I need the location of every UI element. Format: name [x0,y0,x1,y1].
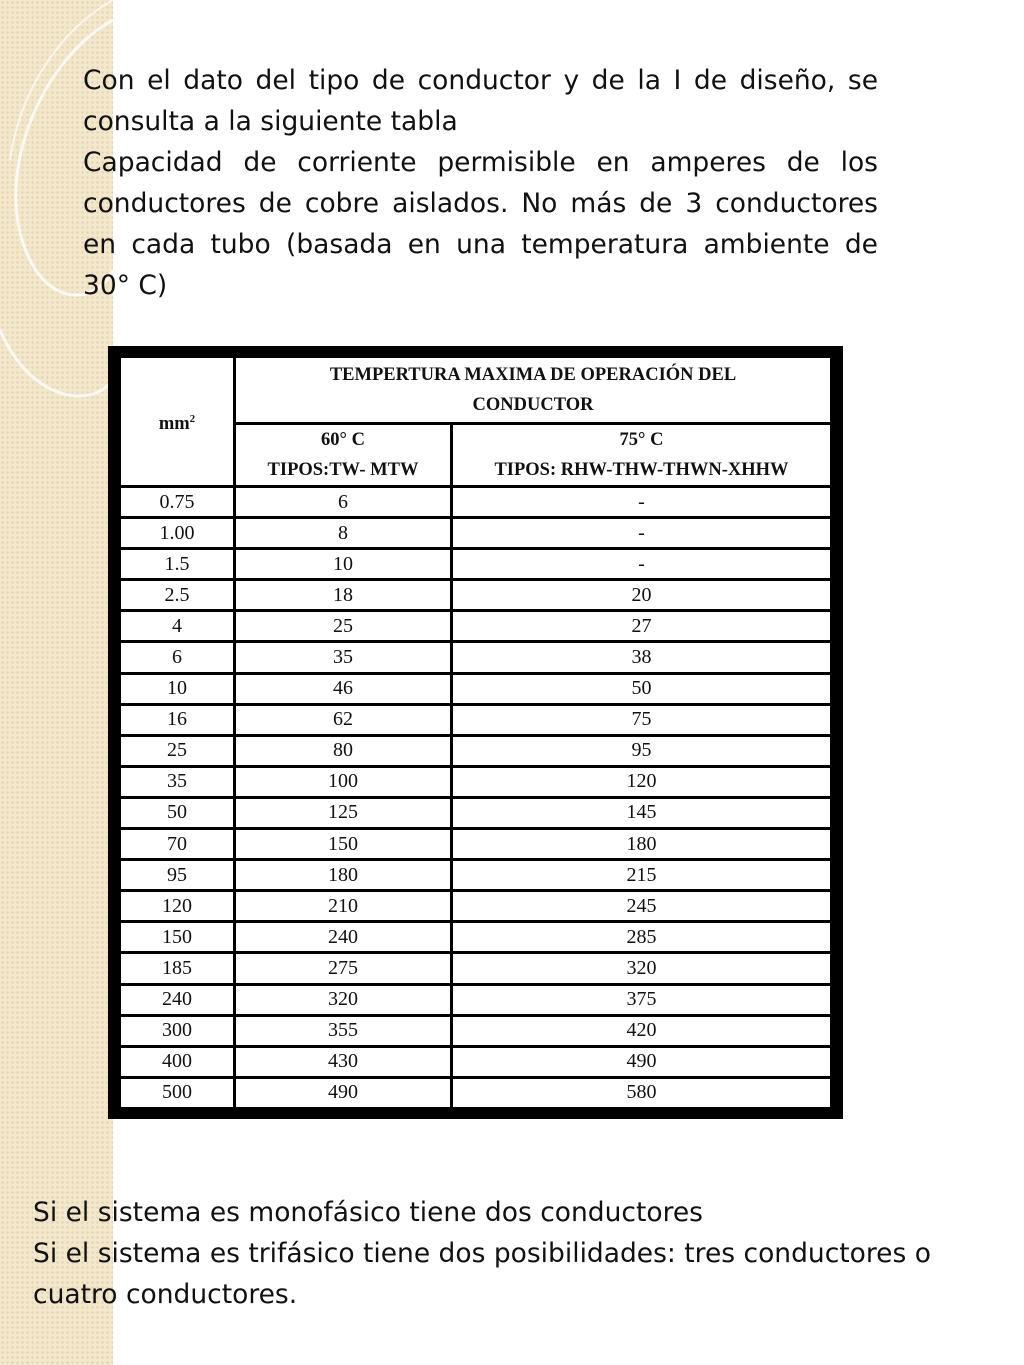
cell-size: 120 [120,891,235,922]
table-row [120,953,832,984]
table-body [120,487,832,1109]
cell-75c: - [452,549,832,580]
cell-60c: 25 [235,611,452,642]
group-header: TEMPERTURA MAXIMA DE OPERACIÓN DEL CONDUCTOR [235,357,832,424]
cell-75c: 38 [452,642,832,673]
intro-line-2: Capacidad de corriente permisible en amperes de los conductores de cobre aislados. No más de 3 conductores en cada tubo (basada en una temperatura ambiente de 30° C) [83,147,878,301]
cell-60c: 100 [235,766,452,797]
cell-75c: 145 [452,797,832,828]
cell-size: 300 [120,1015,235,1046]
cell-size: 6 [120,642,235,673]
cell-60c: 320 [235,984,452,1015]
cell-size: 400 [120,1046,235,1077]
cell-75c: 580 [452,1077,832,1108]
table-row [120,735,832,766]
cell-60c: 210 [235,891,452,922]
table-row [120,487,832,518]
footer-text [33,1192,993,1315]
cell-size: 35 [120,766,235,797]
table-row [120,549,832,580]
cell-75c: 50 [452,673,832,704]
cell-75c: 245 [452,891,832,922]
footer-line-1: Si el sistema es monofásico tiene dos conductores [33,1197,703,1228]
cell-75c: 20 [452,580,832,611]
table-row [120,704,832,735]
cell-size: 0.75 [120,487,235,518]
cell-60c: 46 [235,673,452,704]
cell-75c: - [452,487,832,518]
unit-header: $mm^2$ [120,357,235,487]
table-row [120,922,832,953]
cell-75c: 75 [452,704,832,735]
table-row [120,611,832,642]
table-row [120,1046,832,1077]
cell-size: 185 [120,953,235,984]
cell-size: 240 [120,984,235,1015]
intro-text [83,60,878,306]
cell-75c: 285 [452,922,832,953]
table-row [120,984,832,1015]
cell-size: 25 [120,735,235,766]
ampacity-table-frame [108,346,843,1119]
cell-60c: 150 [235,829,452,860]
cell-75c: 180 [452,829,832,860]
col-60c-types: TIPOS:TW- MTW [267,460,419,480]
cell-75c: 120 [452,766,832,797]
table-row [120,766,832,797]
footer-line-2: Si el sistema es trifásico tiene dos posibilidades: tres conductores o cuatro conductores. [33,1238,931,1310]
cell-size: 1.00 [120,518,235,549]
cell-size: 1.5 [120,549,235,580]
cell-size: 500 [120,1077,235,1108]
intro-line-1: Con el dato del tipo de conductor y de la I de diseño, se consulta a la siguiente tabla [83,65,878,137]
table-row [120,829,832,860]
table-row [120,860,832,891]
cell-60c: 355 [235,1015,452,1046]
cell-75c: 490 [452,1046,832,1077]
cell-size: 70 [120,829,235,860]
table-row [120,580,832,611]
cell-60c: 10 [235,549,452,580]
cell-60c: 8 [235,518,452,549]
cell-60c: 6 [235,487,452,518]
table-row [120,673,832,704]
table-row [120,642,832,673]
cell-75c: 320 [452,953,832,984]
cell-60c: 80 [235,735,452,766]
cell-60c: 18 [235,580,452,611]
cell-60c: 240 [235,922,452,953]
cell-size: 4 [120,611,235,642]
cell-60c: 35 [235,642,452,673]
col-75c-temp: 75° C [619,430,664,450]
table-row [120,797,832,828]
table-row [120,1077,832,1108]
cell-size: 150 [120,922,235,953]
col-60c-header [235,424,452,487]
cell-size: 95 [120,860,235,891]
table-row [120,891,832,922]
cell-75c: 27 [452,611,832,642]
cell-75c: 375 [452,984,832,1015]
cell-size: 16 [120,704,235,735]
cell-60c: 275 [235,953,452,984]
cell-75c: 95 [452,735,832,766]
col-75c-types: TIPOS: RHW-THW-THWN-XHHW [494,460,789,480]
cell-75c: 420 [452,1015,832,1046]
cell-60c: 490 [235,1077,452,1108]
cell-75c: - [452,518,832,549]
cell-75c: 215 [452,860,832,891]
cell-60c: 125 [235,797,452,828]
col-75c-header [452,424,832,487]
cell-size: 2.5 [120,580,235,611]
cell-size: 10 [120,673,235,704]
col-60c-temp: 60° C [321,430,365,450]
table-row [120,518,832,549]
cell-60c: 62 [235,704,452,735]
cell-size: 50 [120,797,235,828]
cell-60c: 180 [235,860,452,891]
cell-60c: 430 [235,1046,452,1077]
ampacity-table [118,355,833,1110]
table-row [120,1015,832,1046]
